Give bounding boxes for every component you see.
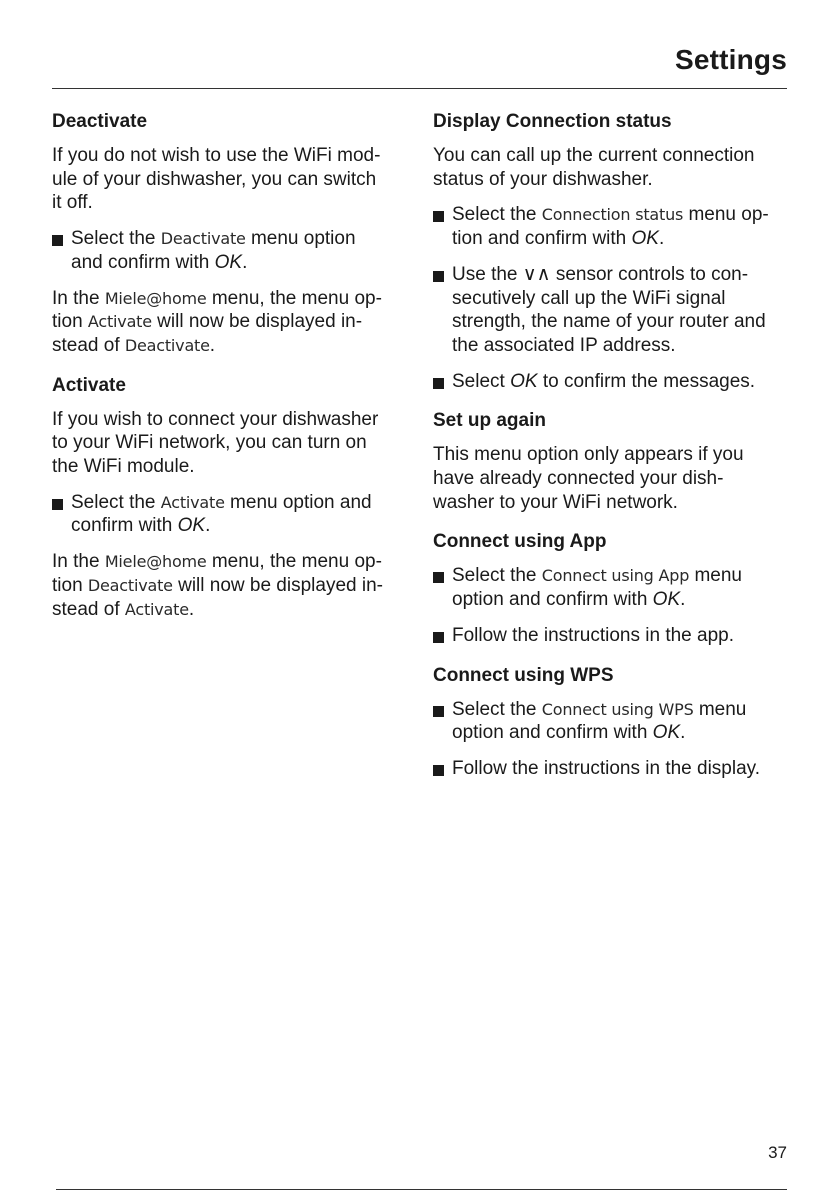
list-item: Use the ∨∧ sensor controls to con- secutively call up the WiFi signal strength, the name of your router and the associated IP address.: [433, 263, 787, 358]
list-item: Follow the instructions in the display.: [433, 757, 787, 781]
section-connect-using-wps: [433, 664, 787, 781]
activate-result: In the Miele@home menu, the menu op- tion Deactivate will now be displayed in- stead of Activate.: [52, 551, 383, 620]
heading-set-up-again: Set up again: [433, 410, 546, 432]
header-divider: [52, 88, 787, 89]
list-item: Select the Connect using App menu option and confirm with OK.: [433, 564, 787, 611]
menu-term: Activate: [160, 492, 225, 512]
square-bullet-icon: [433, 706, 444, 717]
square-bullet-icon: [433, 271, 444, 282]
square-bullet-icon: [433, 572, 444, 583]
display-steps: [433, 203, 787, 393]
list-item: Select the Connect using WPS menu option and confirm with OK.: [433, 698, 787, 745]
menu-term: Miele@home: [104, 288, 207, 308]
list-item: Select OK to confirm the messages.: [433, 370, 787, 394]
square-bullet-icon: [52, 499, 63, 510]
square-bullet-icon: [433, 765, 444, 776]
deactivate-result: In the Miele@home menu, the menu op- tion Activate will now be displayed in- stead of Deactivate.: [52, 287, 382, 356]
square-bullet-icon: [52, 235, 63, 246]
section-connect-using-app: [433, 530, 787, 647]
menu-term: Connection status: [541, 205, 684, 225]
square-bullet-icon: [433, 632, 444, 643]
left-column: [52, 110, 406, 637]
section-set-up-again: [433, 409, 787, 514]
menu-term: Connect using WPS: [541, 699, 694, 719]
setup-intro: This menu option only appears if you have already connected your dish- washer to your WiFi network.: [433, 444, 744, 513]
heading-display-connection-status: Display Connection status: [433, 111, 672, 132]
footer-divider: [56, 1189, 787, 1190]
display-intro: You can call up the current connection status of your dishwasher.: [433, 145, 755, 190]
deactivate-intro: If you do not wish to use the WiFi mod- ule of your dishwasher, you can switch it off.: [52, 145, 381, 214]
list-item: Select the Activate menu option and confirm with OK.: [52, 491, 406, 538]
section-display-connection-status: [433, 110, 787, 393]
activate-steps: [52, 491, 406, 538]
menu-term: Activate: [124, 599, 189, 619]
app-steps: [433, 564, 787, 647]
list-item: Follow the instructions in the app.: [433, 624, 787, 648]
deactivate-steps: [52, 227, 406, 274]
page-title: Settings: [674, 44, 787, 75]
list-item: Select the Connection status menu op- tion and confirm with OK.: [433, 203, 787, 250]
section-deactivate: [52, 110, 406, 358]
section-activate: [52, 374, 406, 622]
square-bullet-icon: [433, 378, 444, 389]
square-bullet-icon: [433, 211, 444, 222]
menu-term: Miele@home: [104, 552, 207, 572]
activate-intro: If you wish to connect your dishwasher to your WiFi network, you can turn on the WiFi module.: [52, 408, 379, 478]
wps-steps: [433, 698, 787, 781]
heading-activate: Activate: [52, 374, 126, 396]
page-number: 37: [768, 1143, 787, 1162]
heading-connect-using-app: Connect using App: [433, 531, 607, 553]
menu-term: Activate: [87, 312, 152, 332]
menu-term: Connect using App: [541, 566, 690, 586]
menu-term: Deactivate: [160, 229, 246, 249]
heading-deactivate: Deactivate: [52, 111, 148, 132]
list-item: Select the Deactivate menu option and confirm with OK.: [52, 227, 406, 274]
right-column: [433, 110, 787, 797]
heading-connect-using-wps: Connect using WPS: [433, 664, 614, 686]
menu-term: Deactivate: [87, 575, 173, 595]
menu-term: Deactivate: [124, 335, 210, 355]
